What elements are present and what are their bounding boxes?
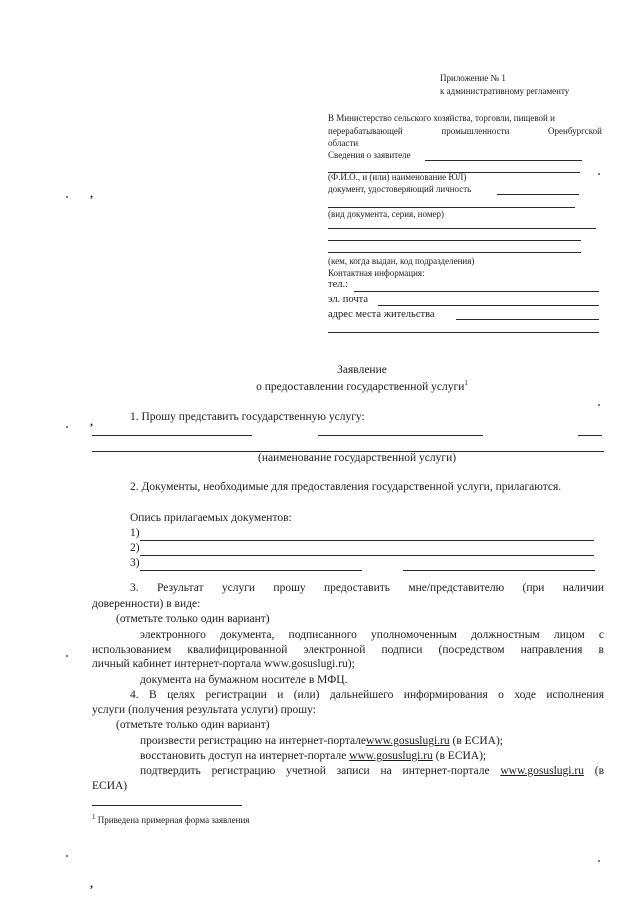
address-field[interactable] bbox=[456, 319, 599, 320]
addressee-line: В Министерство сельского хозяйства, торговли, пищевой и bbox=[328, 113, 555, 123]
inventory-item-number: 2) bbox=[130, 542, 140, 554]
inventory-label: Опись прилагаемых документов: bbox=[130, 512, 292, 524]
section3-word: 3. bbox=[130, 582, 139, 594]
service-name-caption: (наименование государственной услуги) bbox=[258, 452, 457, 464]
option1-text: произвести регистрацию на интернет-портале bbox=[140, 735, 367, 747]
option3-text: подтвердить регистрацию учетной записи на интернет-портале bbox=[140, 765, 490, 777]
section1-text: 1. Прошу представить государственную услугу: bbox=[130, 411, 365, 423]
name-caption: (Ф.И.О., и (или) наименование ЮЛ) bbox=[328, 172, 467, 182]
phone-field[interactable] bbox=[354, 291, 599, 292]
service-name-field[interactable] bbox=[92, 435, 252, 436]
issued-by-field[interactable] bbox=[328, 228, 596, 229]
section3-word: предоставить bbox=[324, 582, 390, 594]
section4-option1[interactable] bbox=[140, 735, 503, 747]
scan-speck: , bbox=[90, 876, 93, 890]
section3-option2[interactable]: документа на бумажном носителе в МФЦ. bbox=[140, 674, 348, 686]
section3-option1-line2: использованием квалифицированной электронной подписи (посредством направления в bbox=[92, 644, 604, 656]
scan-speck: , bbox=[90, 414, 93, 428]
section3-word: (при bbox=[522, 582, 545, 594]
gosuslugi-link[interactable]: www.gosuslugi.ru bbox=[366, 735, 450, 747]
inventory-item-field[interactable] bbox=[140, 570, 362, 571]
section4-line1: 4. В целях регистрации и (или) дальнейшего информирования о ходе исполнения bbox=[130, 689, 604, 701]
footnote-text: Приведена примерная форма заявления bbox=[97, 815, 250, 825]
section4-option3[interactable] bbox=[140, 765, 604, 777]
scan-speck bbox=[598, 404, 600, 406]
section3-option1-line1[interactable]: электронного документа, подписанного уполномоченным должностным лицом с bbox=[140, 629, 604, 641]
scan-speck bbox=[66, 426, 68, 428]
section3-word: мне/представителю bbox=[408, 582, 505, 594]
section3-line1 bbox=[130, 582, 604, 594]
issued-by-field[interactable] bbox=[328, 240, 581, 241]
scan-speck: , bbox=[90, 186, 93, 200]
esia-text: (в ЕСИА); bbox=[435, 750, 487, 762]
section4-option2[interactable] bbox=[140, 750, 486, 762]
scan-speck bbox=[66, 655, 68, 657]
applicant-info-field[interactable] bbox=[425, 160, 582, 161]
gosuslugi-link[interactable]: www.gosuslugi.ru bbox=[500, 765, 584, 777]
addressee-word: Оренбургской bbox=[548, 126, 602, 136]
id-document-field[interactable] bbox=[497, 194, 579, 195]
section3-word: наличии bbox=[562, 582, 605, 594]
section3-word: услуги bbox=[221, 582, 256, 594]
section3-word: прошу bbox=[273, 582, 306, 594]
section3-option1-line3: личный кабинет интернет-портала www.gosuslugi.ru); bbox=[92, 658, 355, 670]
document-subtitle bbox=[0, 379, 639, 393]
footnote-separator bbox=[92, 805, 242, 806]
option2-text: восстановить доступ на интернет-портале bbox=[140, 750, 347, 762]
inventory-item-field[interactable] bbox=[140, 555, 594, 556]
service-name-field[interactable] bbox=[318, 435, 483, 436]
phone-label: тел.: bbox=[328, 279, 349, 290]
email-label: эл. почта bbox=[328, 294, 369, 305]
section4-choose-one: (отметьте только один вариант) bbox=[116, 719, 270, 731]
addressee-word: промышленности bbox=[441, 126, 510, 136]
email-field[interactable] bbox=[378, 305, 599, 306]
section3-word: Результат bbox=[156, 582, 204, 594]
document-number-field[interactable] bbox=[328, 207, 575, 208]
inventory-item-number: 3) bbox=[130, 557, 140, 569]
document-caption: (вид документа, серия, номер) bbox=[328, 209, 445, 219]
contact-label: Контактная информация: bbox=[328, 268, 425, 278]
address-field[interactable] bbox=[328, 332, 599, 333]
applicant-info-label: Сведения о заявителе bbox=[328, 150, 411, 160]
section3-line2: доверенности) в виде: bbox=[92, 598, 201, 610]
inventory-item-field[interactable] bbox=[403, 570, 595, 571]
footnote-reference: 1 bbox=[464, 379, 468, 387]
addressee-region: области bbox=[328, 138, 359, 148]
service-name-field[interactable] bbox=[578, 435, 602, 436]
addressee-line-justified bbox=[328, 126, 602, 136]
option3-suffix: (в bbox=[594, 765, 605, 777]
esia-text: (в ЕСИА); bbox=[452, 735, 503, 747]
section4-line2: услуги (получения результата услуги) прошу: bbox=[92, 704, 316, 716]
regulation-reference: к административному регламенту bbox=[440, 86, 570, 96]
subtitle-text: о предоставлении государственной услуги bbox=[256, 380, 465, 393]
scan-speck bbox=[66, 855, 68, 857]
scan-speck bbox=[598, 860, 600, 862]
issued-caption: (кем, когда выдан, код подразделения) bbox=[328, 256, 475, 266]
scan-speck bbox=[66, 196, 68, 198]
inventory-item-number: 1) bbox=[130, 527, 140, 539]
id-document-label: документ, удостоверяющий личность bbox=[328, 184, 472, 194]
issued-by-field[interactable] bbox=[328, 252, 581, 253]
footnote bbox=[92, 813, 249, 825]
appendix-number: Приложение № 1 bbox=[440, 73, 506, 83]
footnote-mark: 1 bbox=[92, 813, 96, 821]
gosuslugi-link[interactable]: www.gosuslugi.ru bbox=[349, 750, 433, 762]
scan-speck bbox=[598, 173, 600, 175]
section3-choose-one: (отметьте только один вариант) bbox=[116, 613, 270, 625]
section4-option3-line2: ЕСИА) bbox=[92, 780, 128, 792]
address-label: адрес места жительства bbox=[328, 309, 435, 320]
addressee-word: перерабатывающей bbox=[328, 126, 403, 136]
inventory-item-field[interactable] bbox=[140, 540, 594, 541]
section2-text: 2. Документы, необходимые для предоставления государственной услуги, прилагаются. bbox=[130, 481, 562, 493]
document-title: Заявление bbox=[337, 364, 387, 376]
